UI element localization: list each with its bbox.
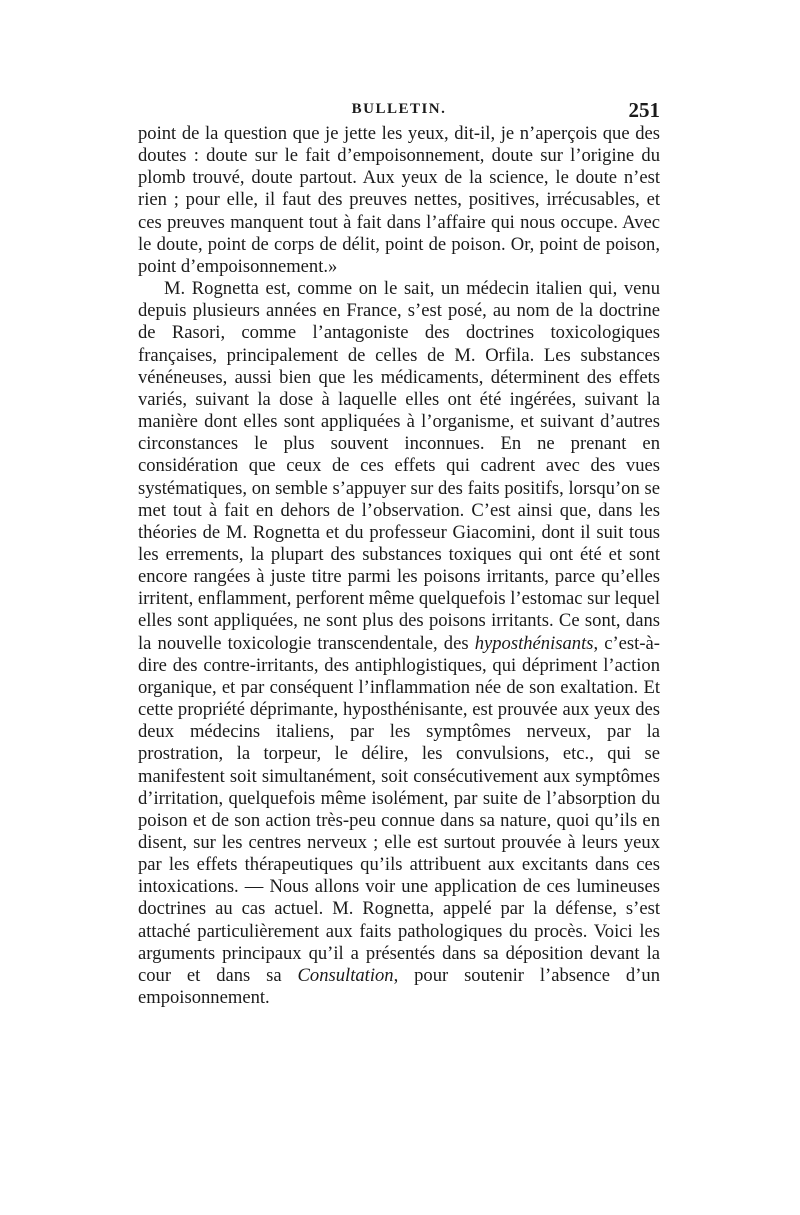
paragraph-continuation: point de la question que je jette les yeux, dit-il, je n’aperçois que des doutes : doute sur le fait d’empoisonnement, doute sur l’origine du plomb trouvé, doute partout. Aux yeux de la science, le doute n’est rien ; pour elle, il faut des preuves nettes, positives, irrécusables, et ces preuves manquent tout à fait dans l’affaire qui nous occupe. Avec le doute, point de corps de délit, point de poison. Or, point de poison, point d’empoisonnement.» xyxy=(138,123,660,277)
page-number: 251 xyxy=(628,98,660,122)
running-head xyxy=(138,98,660,125)
italic-term-hyposthenisants: hyposthénisants xyxy=(474,632,594,654)
paragraph-text: , pour soutenir l’absence d’un empoisonnement. xyxy=(138,964,660,1009)
paragraph-text: , c’est-à-dire des contre-irritants, des antiphlogistiques, qui dépriment l’action organique, et par conséquent l’inflammation née de son exaltation. Et cette propriété déprimante, hyposthénisante, est prouvée aux yeux des deux médecins italiens, par les symptômes nerveux, par la prostration, la torpeur, le délire, les convulsions, etc., qui se manifestent soit simultanément, soit consécutivement aux symptômes d’irritation, quelquefois même isolément, par suite de l’absorption du poison et de son action très-peu connue dans sa nature, quoi qu’ils en disent, sur les centres nerveux ; elle est surtout prouvée à leurs yeux par les effets thérapeutiques qu’ils attribuent aux excitants dans ces intoxications. — Nous allons voir une application de ces lumineuses doctrines au cas actuel. M. Rognetta, appelé par la défense, s’est attaché particulièrement aux faits pathologiques du procès. Voici les arguments principaux qu’il a présentés dans sa déposition devant la cour et dans sa xyxy=(138,632,660,986)
italic-term-consultation: Consultation xyxy=(297,964,394,986)
paragraph-rognetta xyxy=(138,278,660,1009)
running-title: BULLETIN. xyxy=(351,101,447,117)
paragraph-text: M. Rognetta est, comme on le sait, un médecin italien qui, venu depuis plusieurs années en France, s’est posé, au nom de la doctrine de Rasori, comme l’antagoniste des doctrines toxicologiques françaises, principalement de celles de M. Orfila. Les substances vénéneuses, aussi bien que les médicaments, déterminent des effets variés, suivant la dose à laquelle elles ont été ingérées, suivant la manière dont elles sont appliquées à l’organisme, et suivant d’autres circonstances le plus souvent inconnues. En ne prenant en considération que ceux de ces effets qui cadrent avec des vues systématiques, on semble s’appuyer sur des faits positifs, lorsqu’on se met tout à fait en dehors de l’observation. C’est ainsi que, dans les théories de M. Rognetta et du professeur Giacomini, dont il suit tous les errements, la plupart des substances toxiques qui ont été et sont encore rangées à juste titre parmi les poisons irritants, parce qu’elles irritent, enflamment, perforent même quelquefois l’estomac sur lequel elles sont appliquées, ne sont plus des poisons irritants. Ce sont, dans la nouvelle toxicologie transcendentale, des xyxy=(138,278,660,654)
body-text xyxy=(138,123,660,1009)
